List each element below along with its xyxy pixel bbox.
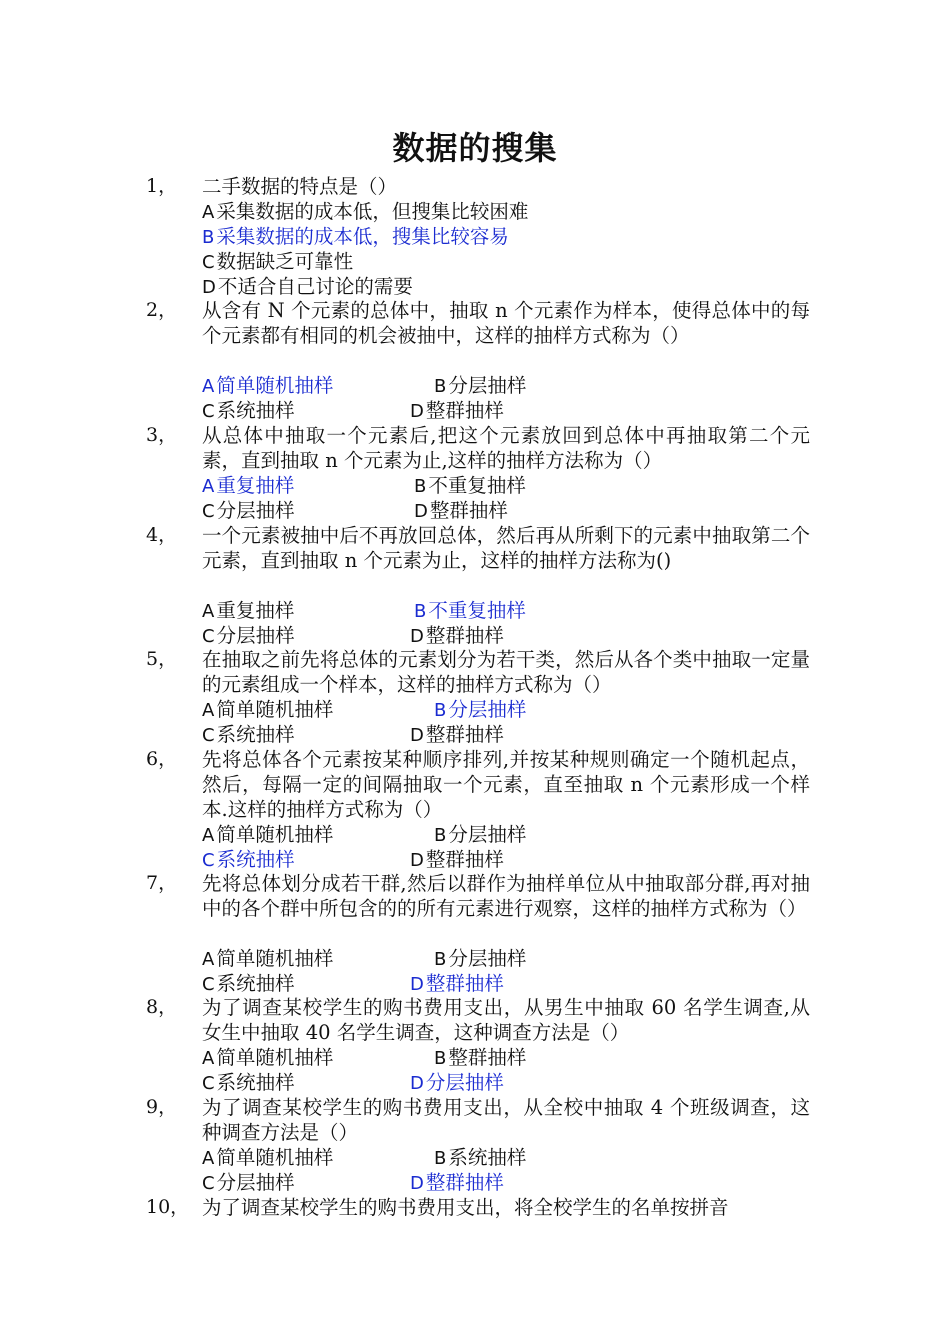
option-text: 系统抽样	[216, 1071, 295, 1094]
option-text: 分层抽样	[448, 374, 527, 397]
option-letter: B	[434, 1148, 447, 1169]
option-letter: D	[410, 1173, 424, 1194]
option-a	[202, 697, 333, 723]
question-stem: 二手数据的特点是（）	[202, 175, 398, 198]
option-text: 整群抽样	[448, 1046, 527, 1069]
option-letter: C	[202, 626, 215, 647]
option-letter: B	[434, 949, 447, 970]
option-c	[202, 847, 295, 873]
option-letter: A	[202, 1048, 215, 1069]
option-letter: A	[202, 825, 215, 846]
option-text: 采集数据的成本低，但搜集比较困难	[216, 200, 529, 223]
option-d	[410, 623, 504, 649]
question-number: 9，	[146, 1096, 178, 1118]
question-stem: 为了调查某校学生的购书费用支出，从全校中抽取 4 个班级调查，这种调查方法是（）	[202, 1096, 810, 1144]
option-c	[202, 623, 295, 649]
question-number: 8，	[146, 996, 178, 1018]
option-text: 分层抽样	[216, 499, 295, 522]
question-stem: 一个元素被抽中后不再放回总体，然后再从所剩下的元素中抽取第二个元素，直到抽取 n 个元素为止，这样的抽样方法称为()	[202, 524, 810, 572]
option-text: 整群抽样	[425, 624, 504, 647]
option-b	[434, 946, 526, 972]
option-letter: A	[202, 700, 215, 721]
option-text: 简单随机抽样	[216, 698, 334, 721]
option-letter: D	[202, 277, 216, 298]
question-stem: 从总体中抽取一个元素后,把这个元素放回到总体中再抽取第二个元素，直到抽取 n 个元素为止,这样的抽样方法称为（）	[202, 424, 810, 472]
option-text: 重复抽样	[216, 599, 295, 622]
option-letter: B	[434, 376, 447, 397]
option-letter: A	[202, 1148, 215, 1169]
option-text: 整群抽样	[425, 972, 504, 995]
option-letter: D	[410, 850, 424, 871]
option-d	[410, 398, 504, 424]
option-text: 整群抽样	[425, 723, 504, 746]
option-c	[202, 971, 295, 997]
option-b	[434, 1145, 526, 1171]
option-c	[202, 1070, 295, 1096]
option-d	[414, 498, 508, 524]
option-b	[434, 373, 526, 399]
option-text: 采集数据的成本低，搜集比较容易	[216, 225, 509, 248]
option-b	[414, 473, 526, 499]
option-d	[410, 1170, 504, 1196]
option-text: 不重复抽样	[428, 474, 526, 497]
option-letter: A	[202, 601, 215, 622]
option-text: 整群抽样	[425, 1171, 504, 1194]
option-letter: D	[410, 401, 424, 422]
option-letter: A	[202, 202, 215, 223]
option-letter: B	[434, 700, 447, 721]
option-letter: D	[410, 626, 424, 647]
question-stem: 先将总体划分成若干群,然后以群作为抽样单位从中抽取部分群,再对抽中的各个群中所包含的的所有元素进行观察，这样的抽样方式称为（）	[202, 872, 810, 920]
option-d	[202, 274, 413, 300]
option-text: 不适合自己讨论的需要	[217, 275, 413, 298]
option-letter: C	[202, 974, 215, 995]
option-text: 系统抽样	[448, 1146, 527, 1169]
option-letter: C	[202, 501, 215, 522]
option-text: 简单随机抽样	[216, 1146, 334, 1169]
page-title: 数据的搜集	[392, 129, 558, 167]
option-letter: A	[202, 949, 215, 970]
option-text: 整群抽样	[425, 399, 504, 422]
option-d	[410, 847, 504, 873]
question-stem: 先将总体各个元素按某种顺序排列,并按某种规则确定一个随机起点，然后，每隔一定的间隔抽取一个元素，直至抽取 n 个元素形成一个样本.这样的抽样方式称为（）	[202, 748, 810, 821]
question-stem: 从含有 N 个元素的总体中，抽取 n 个元素作为样本，使得总体中的每个元素都有相同的机会被抽中，这样的抽样方式称为（）	[202, 299, 810, 347]
question-number: 2，	[146, 299, 178, 321]
option-text: 分层抽样	[448, 947, 527, 970]
option-d	[410, 1070, 504, 1096]
option-b	[434, 822, 526, 848]
option-letter: C	[202, 401, 215, 422]
option-letter: B	[434, 825, 447, 846]
question-stem: 为了调查某校学生的购书费用支出，将全校学生的名单按拼音	[202, 1196, 729, 1219]
option-text: 简单随机抽样	[216, 1046, 334, 1069]
option-letter: B	[414, 601, 427, 622]
option-letter: D	[410, 725, 424, 746]
option-c	[202, 722, 295, 748]
option-b	[434, 697, 526, 723]
option-letter: B	[202, 227, 215, 248]
option-b	[202, 224, 509, 250]
option-text: 整群抽样	[425, 848, 504, 871]
option-letter: C	[202, 850, 215, 871]
option-c	[202, 1170, 295, 1196]
option-text: 分层抽样	[448, 823, 527, 846]
option-letter: A	[202, 376, 215, 397]
option-text: 系统抽样	[216, 972, 295, 995]
question-number: 4，	[146, 524, 178, 546]
option-a	[202, 1045, 333, 1071]
option-text: 分层抽样	[425, 1071, 504, 1094]
option-a	[202, 1145, 333, 1171]
option-letter: C	[202, 1173, 215, 1194]
option-text: 分层抽样	[216, 1171, 295, 1194]
question-number: 7，	[146, 872, 178, 894]
option-letter: C	[202, 252, 215, 273]
question-number: 5，	[146, 648, 178, 670]
option-letter: C	[202, 725, 215, 746]
option-letter: C	[202, 1073, 215, 1094]
option-letter: D	[414, 501, 428, 522]
option-a	[202, 598, 294, 624]
question-number: 1，	[146, 175, 178, 197]
option-c	[202, 498, 295, 524]
option-b	[414, 598, 526, 624]
question-number: 3，	[146, 424, 178, 446]
option-text: 简单随机抽样	[216, 823, 334, 846]
option-text: 不重复抽样	[428, 599, 526, 622]
option-c	[202, 249, 353, 275]
option-letter: D	[410, 1073, 424, 1094]
option-c	[202, 398, 295, 424]
option-a	[202, 373, 333, 399]
option-text: 数据缺乏可靠性	[216, 250, 354, 273]
option-a	[202, 822, 333, 848]
question-number: 6，	[146, 748, 178, 770]
option-b	[434, 1045, 526, 1071]
option-a	[202, 199, 528, 225]
option-a	[202, 946, 333, 972]
option-a	[202, 473, 294, 499]
option-text: 分层抽样	[448, 698, 527, 721]
option-text: 分层抽样	[216, 624, 295, 647]
option-text: 简单随机抽样	[216, 374, 334, 397]
option-text: 系统抽样	[216, 723, 295, 746]
option-text: 简单随机抽样	[216, 947, 334, 970]
question-stem: 为了调查某校学生的购书费用支出，从男生中抽取 60 名学生调查,从女生中抽取 40 名学生调查，这种调查方法是（）	[202, 996, 810, 1044]
question-stem: 在抽取之前先将总体的元素划分为若干类，然后从各个类中抽取一定量的元素组成一个样本，这样的抽样方式称为（）	[202, 648, 810, 696]
option-text: 系统抽样	[216, 399, 295, 422]
option-d	[410, 971, 504, 997]
option-text: 重复抽样	[216, 474, 295, 497]
option-letter: D	[410, 974, 424, 995]
option-d	[410, 722, 504, 748]
option-text: 整群抽样	[429, 499, 508, 522]
option-letter: B	[434, 1048, 447, 1069]
question-number: 10，	[146, 1196, 190, 1218]
option-text: 系统抽样	[216, 848, 295, 871]
option-letter: B	[414, 476, 427, 497]
option-letter: A	[202, 476, 215, 497]
